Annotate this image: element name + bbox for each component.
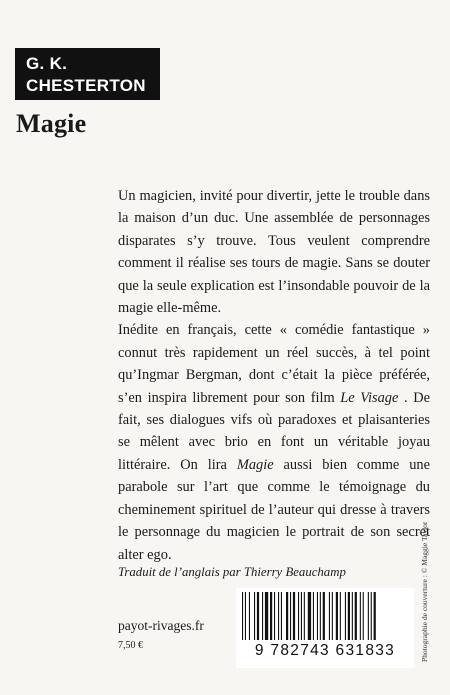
barcode-bar bbox=[355, 592, 357, 640]
photo-credit: Photographie de couverture : © Maggie Taylor bbox=[420, 521, 429, 662]
barcode-bar bbox=[371, 592, 372, 640]
barcode-bar bbox=[242, 592, 243, 640]
translation-credit: Traduit de l’anglais par Thierry Beauchamp bbox=[118, 565, 346, 579]
blurb-text: aussi bien comme une parabole sur l’art que comme le témoignage du cheminement spirituel de l’auteur qui dresse à travers le personnage du magicien le portrait de son secret alter ego. bbox=[118, 456, 430, 563]
blurb-paragraph-1: Un magicien, invité pour divertir, jette le trouble dans la maison d’un duc. Une assemblée de personnages disparates s’y trouve. Tous veulent comprendre comment il réalise ses tours de magie. Sans se douter que la seule explication est l’insondable pouvoir de la magie elle-même. bbox=[118, 188, 430, 317]
barcode-bar bbox=[352, 592, 353, 640]
publisher-website: payot-rivages.fr bbox=[118, 618, 204, 633]
barcode-bar bbox=[265, 592, 268, 640]
barcode-bar bbox=[301, 592, 302, 640]
barcode-bar bbox=[340, 592, 341, 640]
barcode-bar bbox=[320, 592, 321, 640]
isbn-barcode bbox=[236, 588, 414, 668]
barcode-bar bbox=[374, 592, 376, 640]
author-initials: G. K. bbox=[26, 54, 68, 73]
film-title: Le Visage bbox=[340, 389, 399, 406]
back-cover-blurb bbox=[118, 185, 430, 566]
barcode-bar bbox=[332, 592, 333, 640]
barcode-bar bbox=[360, 592, 361, 640]
price-label: 7,50 € bbox=[118, 640, 143, 651]
barcode-bar bbox=[257, 592, 259, 640]
barcode-bar bbox=[293, 592, 295, 640]
barcode-bar bbox=[304, 592, 305, 640]
barcode-bar bbox=[363, 592, 364, 640]
barcode-digits: 9 782743 631833 bbox=[254, 642, 396, 659]
book-title: Magie bbox=[16, 109, 87, 138]
barcode-bar bbox=[313, 592, 314, 640]
barcode-bar bbox=[336, 592, 338, 640]
barcode-bar bbox=[298, 592, 299, 640]
barcode-bar bbox=[245, 592, 246, 640]
barcode-bar bbox=[329, 592, 330, 640]
barcode-bar bbox=[281, 592, 282, 640]
book-title-inline: Magie bbox=[236, 456, 274, 473]
barcode-bar bbox=[317, 592, 318, 640]
author-name-block bbox=[15, 48, 160, 100]
blurb-text: . De fait, ses dialogues vifs où paradoxes et plaisanteries se mêlent avec brio en font un véritable joyau littéraire. On lira bbox=[118, 389, 430, 473]
barcode-bar bbox=[270, 592, 272, 640]
barcode-bar bbox=[308, 592, 311, 640]
barcode-bars bbox=[236, 588, 414, 644]
barcode-bar bbox=[323, 592, 325, 640]
blurb-paragraph-2 bbox=[118, 319, 430, 565]
barcode-bar bbox=[286, 592, 288, 640]
author-surname: CHESTERTON bbox=[26, 76, 146, 95]
barcode-bar bbox=[249, 592, 250, 640]
barcode-bar bbox=[278, 592, 279, 640]
blurb-text: Inédite en français, cette « comédie fantastique » connut très rapidement un réel succès, à tel point qu’Ingmar Bergman, dont c’était la pièce préférée, s’en inspira librement pour son film bbox=[118, 322, 430, 406]
barcode-bar bbox=[368, 592, 369, 640]
barcode-bar bbox=[274, 592, 275, 640]
barcode-bar bbox=[348, 592, 350, 640]
barcode-bar bbox=[345, 592, 346, 640]
barcode-bar bbox=[254, 592, 255, 640]
barcode-bar bbox=[290, 592, 291, 640]
barcode-bar bbox=[262, 592, 263, 640]
